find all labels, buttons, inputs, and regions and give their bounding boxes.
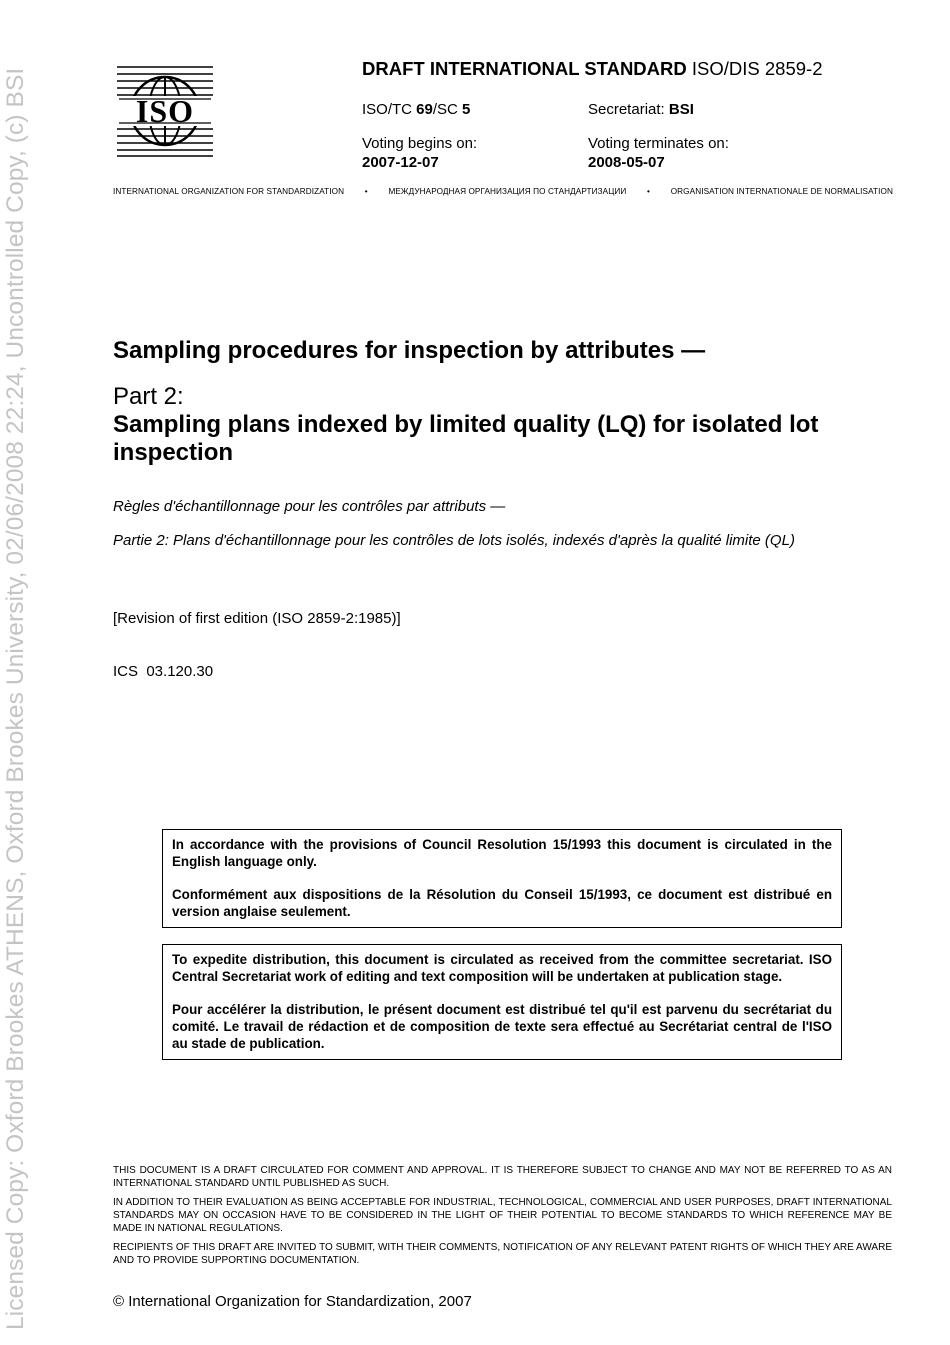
revision-note: [Revision of first edition (ISO 2859-2:1985)] [113,610,401,627]
language-notice-fr: Conformément aux dispositions de la Résolution du Conseil 15/1993, ce document est distribué en version anglaise seulement. [172,887,832,919]
logo-text: ISO [135,93,195,129]
org-separator: • [647,187,651,196]
distribution-notice-box [162,944,842,1060]
language-notice-box [162,829,842,928]
copyright-symbol: © [113,1293,125,1310]
committee-sc: 5 [462,101,471,118]
subtitle: Sampling plans indexed by limited quality (LQ) for isolated lot inspection [113,411,819,466]
committee [362,101,470,118]
draft-disclaimer [113,1164,892,1273]
french-main-title: Règles d'échantillonnage pour les contrôles par attributs — [113,498,506,515]
organization-names-line [113,187,893,196]
secretariat-label: Secretariat: [588,101,669,118]
ics-code: ICS 03.120.30 [113,663,214,680]
org-separator: • [364,187,368,196]
copyright-notice [113,1293,472,1310]
french-part-title: Partie 2: Plans d'échantillonnage pour les contrôles de lots isolés, indexés d'après la qualité limite (QL) [113,532,795,549]
distribution-notice-en: To expedite distribution, this document is circulated as received from the committee secretariat. ISO Central Secretariat work of editing and text composition will be undertaken at publication stage. [172,952,832,984]
org-name-fr: ORGANISATION INTERNATIONALE DE NORMALISATION [670,187,893,196]
document-type-label: DRAFT INTERNATIONAL STANDARD [362,58,687,79]
copyright-text: International Organization for Standardization, 2007 [124,1293,472,1310]
disclaimer-paragraph: THIS DOCUMENT IS A DRAFT CIRCULATED FOR COMMENT AND APPROVAL. IT IS THEREFORE SUBJECT TO CHANGE AND MAY NOT BE REFERRED TO AS AN INTERNATIONAL STANDARD UNTIL PUBLISHED AS SUCH. [113,1165,892,1189]
disclaimer-paragraph: IN ADDITION TO THEIR EVALUATION AS BEING ACCEPTABLE FOR INDUSTRIAL, TECHNOLOGICAL, COMMERCIAL AND USER PURPOSES, DRAFT INTERNATIONAL STANDARDS MAY ON OCCASION HAVE TO BE CONSIDERED IN THE LIGHT OF THEIR POTENTIAL TO BECOME STANDARDS TO WHICH REFERENCE MAY BE MADE IN NATIONAL REGULATIONS. [113,1197,892,1234]
org-name-en: INTERNATIONAL ORGANIZATION FOR STANDARDIZATION [113,187,345,196]
disclaimer-paragraph: RECIPIENTS OF THIS DRAFT ARE INVITED TO SUBMIT, WITH THEIR COMMENTS, NOTIFICATION OF ANY RELEVANT PATENT RIGHTS OF WHICH THEY ARE AWARE AND TO PROVIDE SUPPORTING DOCUMENTATION. [113,1242,892,1266]
language-notice-en: In accordance with the provisions of Council Resolution 15/1993 this document is circulated in the English language only. [172,837,832,869]
secretariat-value: BSI [668,101,694,118]
watermark-text: Licensed Copy: Oxford Brookes ATHENS, Oxford Brookes University, 02/06/2008 22:24, Uncontrolled Copy, (c) BSI [2,67,29,1330]
committee-sep: /SC [432,101,463,118]
committee-tc: 69 [416,101,433,118]
distribution-notice-fr: Pour accélérer la distribution, le présent document est distribué tel qu'il est parvenu du secrétariat du comité. Le travail de rédaction et de composition de texte sera effectué au Secrétariat central de l'ISO au stade de publication. [172,1002,832,1051]
org-name-ru: МЕЖДУНАРОДНАЯ ОРГАНИЗАЦИЯ ПО СТАНДАРТИЗАЦИИ [388,187,627,196]
voting-begins-label: Voting begins on: [362,135,478,152]
voting-ends-label: Voting terminates on: [588,135,729,152]
voting-begins-date: 2007-12-07 [362,154,439,171]
voting-ends-date: 2008-05-07 [588,154,665,171]
secretariat [588,101,694,118]
main-title: Sampling procedures for inspection by attributes — [113,337,706,364]
document-code: ISO/DIS 2859-2 [691,58,823,79]
committee-prefix: ISO/TC [362,101,417,118]
iso-globe-logo-icon [115,64,215,158]
part-label: Part 2: [113,383,184,410]
document-type [362,58,823,80]
